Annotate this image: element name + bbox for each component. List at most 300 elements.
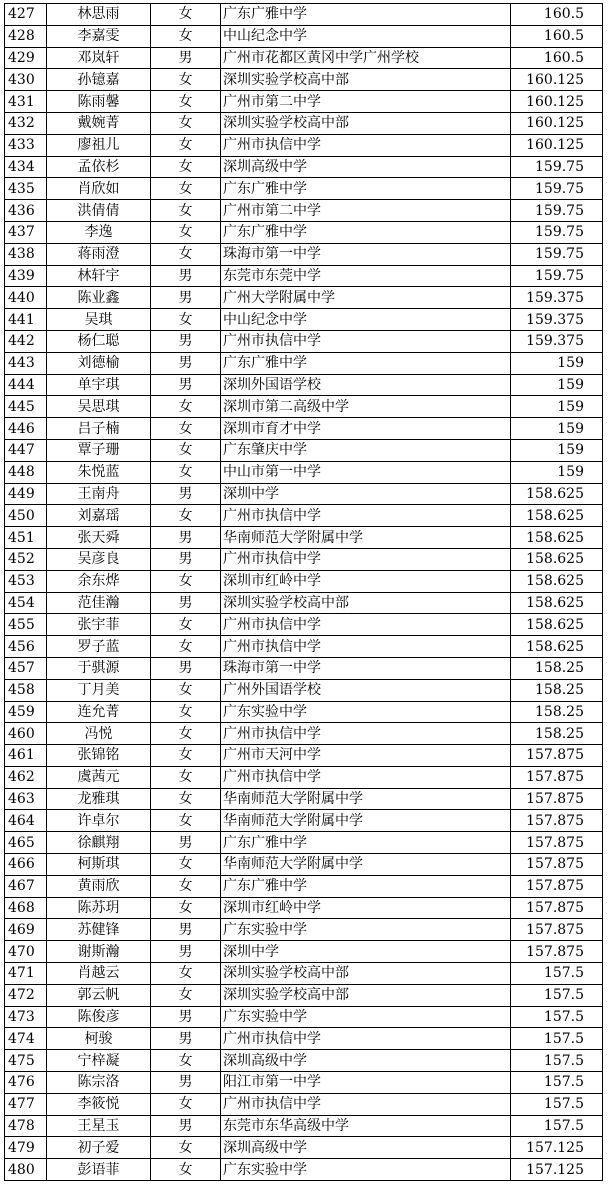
school-cell: 珠海市第一中学: [221, 243, 511, 265]
name-cell: 于骐源: [47, 657, 151, 679]
gender-cell: 女: [151, 134, 221, 156]
score-cell: 159: [511, 396, 603, 418]
gender-cell: 女: [151, 243, 221, 265]
school-cell: 深圳外国语学校: [221, 374, 511, 396]
score-cell: 159: [511, 461, 603, 483]
table-row: [5, 1028, 603, 1050]
school-cell: 广东实验中学: [221, 1006, 511, 1028]
school-cell: 广州外国语学校: [221, 679, 511, 701]
school-cell: 中山市第一中学: [221, 461, 511, 483]
table-row: [5, 91, 603, 113]
gender-cell: 女: [151, 897, 221, 919]
school-cell: 广州大学附属中学: [221, 287, 511, 309]
score-cell: 160.125: [511, 69, 603, 91]
school-cell: 深圳实验学校高中部: [221, 69, 511, 91]
name-cell: 王星玉: [47, 1115, 151, 1137]
score-cell: 158.625: [511, 592, 603, 614]
gender-cell: 男: [151, 832, 221, 854]
rank-cell: 455: [5, 614, 47, 636]
table-row: [5, 309, 603, 331]
score-cell: 157.875: [511, 875, 603, 897]
score-cell: 158.625: [511, 483, 603, 505]
rank-cell: 456: [5, 636, 47, 658]
school-cell: 华南师范大学附属中学: [221, 788, 511, 810]
gender-cell: 男: [151, 548, 221, 570]
school-cell: 阳江市第一中学: [221, 1072, 511, 1094]
name-cell: 黄雨欣: [47, 875, 151, 897]
table-row: [5, 679, 603, 701]
table-row: [5, 352, 603, 374]
school-cell: 深圳实验学校高中部: [221, 984, 511, 1006]
score-cell: 160.125: [511, 91, 603, 113]
rank-cell: 475: [5, 1050, 47, 1072]
school-cell: 深圳高级中学: [221, 1137, 511, 1159]
gender-cell: 女: [151, 439, 221, 461]
rank-cell: 457: [5, 657, 47, 679]
table-row: [5, 941, 603, 963]
rank-cell: 428: [5, 25, 47, 47]
gender-cell: 女: [151, 461, 221, 483]
table-row: [5, 592, 603, 614]
school-cell: 广东广雅中学: [221, 4, 511, 26]
gender-cell: 女: [151, 69, 221, 91]
school-cell: 广州市执信中学: [221, 1093, 511, 1115]
rank-cell: 438: [5, 243, 47, 265]
gender-cell: 女: [151, 112, 221, 134]
name-cell: 余东烨: [47, 570, 151, 592]
gender-cell: 女: [151, 178, 221, 200]
rank-cell: 460: [5, 723, 47, 745]
gender-cell: 女: [151, 221, 221, 243]
name-cell: 陈业鑫: [47, 287, 151, 309]
score-cell: 158.25: [511, 679, 603, 701]
name-cell: 刘德榆: [47, 352, 151, 374]
table-row: [5, 614, 603, 636]
school-cell: 广州市执信中学: [221, 614, 511, 636]
table-row: [5, 548, 603, 570]
school-cell: 广州市执信中学: [221, 636, 511, 658]
gender-cell: 女: [151, 679, 221, 701]
school-cell: 广东广雅中学: [221, 875, 511, 897]
score-cell: 157.5: [511, 1093, 603, 1115]
table-row: [5, 69, 603, 91]
gender-cell: 女: [151, 200, 221, 222]
score-cell: 158.625: [511, 614, 603, 636]
rank-cell: 470: [5, 941, 47, 963]
name-cell: 许卓尔: [47, 810, 151, 832]
school-cell: 广州市第二中学: [221, 91, 511, 113]
rank-cell: 439: [5, 265, 47, 287]
score-cell: 159.75: [511, 221, 603, 243]
name-cell: 吴琪: [47, 309, 151, 331]
gender-cell: 女: [151, 788, 221, 810]
rank-cell: 458: [5, 679, 47, 701]
name-cell: 廖祖儿: [47, 134, 151, 156]
school-cell: 广州市执信中学: [221, 330, 511, 352]
table-row: [5, 112, 603, 134]
name-cell: 吕子楠: [47, 418, 151, 440]
name-cell: 虞茜元: [47, 766, 151, 788]
table-row: [5, 221, 603, 243]
rank-cell: 467: [5, 875, 47, 897]
score-cell: 158.25: [511, 723, 603, 745]
table-row: [5, 701, 603, 723]
gender-cell: 男: [151, 47, 221, 69]
rank-cell: 480: [5, 1159, 47, 1181]
table-row: [5, 287, 603, 309]
name-cell: 李逸: [47, 221, 151, 243]
name-cell: 陈俊彦: [47, 1006, 151, 1028]
score-cell: 157.5: [511, 1072, 603, 1094]
gender-cell: 女: [151, 636, 221, 658]
name-cell: 刘嘉瑶: [47, 505, 151, 527]
rank-cell: 473: [5, 1006, 47, 1028]
table-row: [5, 570, 603, 592]
rank-cell: 469: [5, 919, 47, 941]
table-row: [5, 156, 603, 178]
table-row: [5, 418, 603, 440]
name-cell: 范佳瀚: [47, 592, 151, 614]
table-row: [5, 25, 603, 47]
rank-cell: 449: [5, 483, 47, 505]
score-cell: 157.875: [511, 854, 603, 876]
score-cell: 159.375: [511, 287, 603, 309]
school-cell: 深圳高级中学: [221, 1050, 511, 1072]
table-row: [5, 875, 603, 897]
school-cell: 深圳中学: [221, 941, 511, 963]
table-row: [5, 1006, 603, 1028]
table-row: [5, 243, 603, 265]
gender-cell: 男: [151, 352, 221, 374]
table-row: [5, 527, 603, 549]
school-cell: 珠海市第一中学: [221, 657, 511, 679]
score-cell: 157.875: [511, 919, 603, 941]
rank-cell: 454: [5, 592, 47, 614]
score-cell: 157.875: [511, 810, 603, 832]
school-cell: 华南师范大学附属中学: [221, 810, 511, 832]
table-row: [5, 897, 603, 919]
rank-cell: 462: [5, 766, 47, 788]
score-cell: 157.5: [511, 1028, 603, 1050]
table-row: [5, 178, 603, 200]
school-cell: 广东广雅中学: [221, 178, 511, 200]
name-cell: 张天舜: [47, 527, 151, 549]
table-row: [5, 461, 603, 483]
rank-cell: 444: [5, 374, 47, 396]
table-row: [5, 4, 603, 26]
rank-cell: 446: [5, 418, 47, 440]
school-cell: 深圳中学: [221, 483, 511, 505]
score-cell: 158.625: [511, 636, 603, 658]
gender-cell: 男: [151, 483, 221, 505]
name-cell: 罗子蓝: [47, 636, 151, 658]
school-cell: 广州市执信中学: [221, 766, 511, 788]
rank-cell: 459: [5, 701, 47, 723]
score-cell: 160.125: [511, 134, 603, 156]
table-row: [5, 984, 603, 1006]
score-cell: 160.5: [511, 47, 603, 69]
table-row: [5, 1050, 603, 1072]
score-cell: 160.125: [511, 112, 603, 134]
score-cell: 159: [511, 439, 603, 461]
rank-cell: 434: [5, 156, 47, 178]
name-cell: 林轩宇: [47, 265, 151, 287]
table-row: [5, 1072, 603, 1094]
table-row: [5, 200, 603, 222]
score-cell: 159.75: [511, 265, 603, 287]
school-cell: 深圳高级中学: [221, 156, 511, 178]
rank-cell: 461: [5, 745, 47, 767]
name-cell: 覃子珊: [47, 439, 151, 461]
school-cell: 广州市天河中学: [221, 745, 511, 767]
gender-cell: 女: [151, 701, 221, 723]
rank-cell: 447: [5, 439, 47, 461]
name-cell: 王南舟: [47, 483, 151, 505]
gender-cell: 女: [151, 745, 221, 767]
name-cell: 柯斯琪: [47, 854, 151, 876]
score-cell: 157.875: [511, 832, 603, 854]
gender-cell: 男: [151, 287, 221, 309]
table-row: [5, 723, 603, 745]
table-row: [5, 1159, 603, 1181]
gender-cell: 女: [151, 875, 221, 897]
gender-cell: 男: [151, 592, 221, 614]
name-cell: 洪倩倩: [47, 200, 151, 222]
school-cell: 东莞市东莞中学: [221, 265, 511, 287]
gender-cell: 女: [151, 810, 221, 832]
score-cell: 157.875: [511, 897, 603, 919]
school-cell: 广东实验中学: [221, 701, 511, 723]
rank-cell: 468: [5, 897, 47, 919]
table-row: [5, 1093, 603, 1115]
gender-cell: 男: [151, 330, 221, 352]
gender-cell: 女: [151, 396, 221, 418]
name-cell: 林思雨: [47, 4, 151, 26]
rank-cell: 451: [5, 527, 47, 549]
score-cell: 158.625: [511, 570, 603, 592]
rank-cell: 433: [5, 134, 47, 156]
name-cell: 冯悦: [47, 723, 151, 745]
name-cell: 单宇琪: [47, 374, 151, 396]
gender-cell: 女: [151, 91, 221, 113]
rank-cell: 478: [5, 1115, 47, 1137]
rank-cell: 430: [5, 69, 47, 91]
rank-cell: 450: [5, 505, 47, 527]
name-cell: 徐麒翔: [47, 832, 151, 854]
name-cell: 连允菁: [47, 701, 151, 723]
gender-cell: 女: [151, 505, 221, 527]
score-cell: 158.625: [511, 505, 603, 527]
gender-cell: 女: [151, 1050, 221, 1072]
score-cell: 159.375: [511, 309, 603, 331]
rank-cell: 442: [5, 330, 47, 352]
gender-cell: 女: [151, 984, 221, 1006]
table-row: [5, 483, 603, 505]
gender-cell: 男: [151, 941, 221, 963]
score-cell: 158.625: [511, 527, 603, 549]
rank-cell: 436: [5, 200, 47, 222]
name-cell: 丁月美: [47, 679, 151, 701]
score-cell: 157.5: [511, 1006, 603, 1028]
name-cell: 孟依杉: [47, 156, 151, 178]
table-row: [5, 134, 603, 156]
gender-cell: 女: [151, 614, 221, 636]
score-cell: 157.5: [511, 963, 603, 985]
name-cell: 陈苏玥: [47, 897, 151, 919]
school-cell: 中山纪念中学: [221, 309, 511, 331]
score-cell: 160.5: [511, 4, 603, 26]
school-cell: 广东广雅中学: [221, 221, 511, 243]
table-row: [5, 439, 603, 461]
school-cell: 深圳市育才中学: [221, 418, 511, 440]
rank-cell: 431: [5, 91, 47, 113]
gender-cell: 男: [151, 1115, 221, 1137]
score-cell: 159.75: [511, 156, 603, 178]
name-cell: 戴婉菁: [47, 112, 151, 134]
table-row: [5, 854, 603, 876]
name-cell: 吴思琪: [47, 396, 151, 418]
school-cell: 广东广雅中学: [221, 832, 511, 854]
name-cell: 杨仁聪: [47, 330, 151, 352]
ranking-table: [4, 3, 603, 1181]
school-cell: 广东肇庆中学: [221, 439, 511, 461]
table-row: [5, 963, 603, 985]
school-cell: 中山纪念中学: [221, 25, 511, 47]
gender-cell: 女: [151, 854, 221, 876]
rank-cell: 476: [5, 1072, 47, 1094]
score-cell: 159.75: [511, 200, 603, 222]
score-cell: 159: [511, 352, 603, 374]
name-cell: 孙镱嘉: [47, 69, 151, 91]
score-cell: 157.875: [511, 766, 603, 788]
name-cell: 陈宗洛: [47, 1072, 151, 1094]
score-cell: 159.75: [511, 243, 603, 265]
school-cell: 广州市花都区黄冈中学广州学校: [221, 47, 511, 69]
table-row: [5, 1115, 603, 1137]
rank-cell: 435: [5, 178, 47, 200]
rank-cell: 472: [5, 984, 47, 1006]
rank-cell: 432: [5, 112, 47, 134]
rank-cell: 427: [5, 4, 47, 26]
rank-cell: 479: [5, 1137, 47, 1159]
name-cell: 肖越云: [47, 963, 151, 985]
school-cell: 华南师范大学附属中学: [221, 527, 511, 549]
ranking-table-body: [5, 4, 603, 1181]
gender-cell: 女: [151, 723, 221, 745]
school-cell: 东莞市东华高级中学: [221, 1115, 511, 1137]
name-cell: 吴彦良: [47, 548, 151, 570]
rank-cell: 452: [5, 548, 47, 570]
rank-cell: 429: [5, 47, 47, 69]
score-cell: 159: [511, 418, 603, 440]
score-cell: 157.125: [511, 1159, 603, 1181]
rank-cell: 471: [5, 963, 47, 985]
name-cell: 蒋雨澄: [47, 243, 151, 265]
score-cell: 157.5: [511, 1115, 603, 1137]
rank-cell: 466: [5, 854, 47, 876]
rank-cell: 474: [5, 1028, 47, 1050]
score-cell: 158.25: [511, 657, 603, 679]
school-cell: 深圳市红岭中学: [221, 570, 511, 592]
table-row: [5, 766, 603, 788]
gender-cell: 男: [151, 657, 221, 679]
school-cell: 深圳实验学校高中部: [221, 592, 511, 614]
rank-cell: 441: [5, 309, 47, 331]
school-cell: 广州市执信中学: [221, 1028, 511, 1050]
score-cell: 159.375: [511, 330, 603, 352]
gender-cell: 女: [151, 4, 221, 26]
school-cell: 深圳实验学校高中部: [221, 112, 511, 134]
name-cell: 苏健锋: [47, 919, 151, 941]
name-cell: 宁梓凝: [47, 1050, 151, 1072]
rank-cell: 440: [5, 287, 47, 309]
table-row: [5, 330, 603, 352]
gender-cell: 女: [151, 766, 221, 788]
gender-cell: 女: [151, 1137, 221, 1159]
table-row: [5, 265, 603, 287]
name-cell: 初子爱: [47, 1137, 151, 1159]
rank-cell: 448: [5, 461, 47, 483]
gender-cell: 女: [151, 1159, 221, 1181]
score-cell: 157.125: [511, 1137, 603, 1159]
name-cell: 李嘉雯: [47, 25, 151, 47]
name-cell: 彭语菲: [47, 1159, 151, 1181]
table-row: [5, 396, 603, 418]
gender-cell: 女: [151, 570, 221, 592]
gender-cell: 男: [151, 1028, 221, 1050]
school-cell: 深圳实验学校高中部: [221, 963, 511, 985]
gender-cell: 男: [151, 527, 221, 549]
score-cell: 157.875: [511, 745, 603, 767]
rank-cell: 464: [5, 810, 47, 832]
school-cell: 广州市执信中学: [221, 723, 511, 745]
school-cell: 广州市执信中学: [221, 548, 511, 570]
gender-cell: 女: [151, 418, 221, 440]
gender-cell: 男: [151, 919, 221, 941]
table-row: [5, 47, 603, 69]
name-cell: 柯骏: [47, 1028, 151, 1050]
gender-cell: 男: [151, 374, 221, 396]
name-cell: 谢斯瀚: [47, 941, 151, 963]
gender-cell: 女: [151, 309, 221, 331]
name-cell: 朱悦蓝: [47, 461, 151, 483]
rank-cell: 445: [5, 396, 47, 418]
rank-cell: 465: [5, 832, 47, 854]
score-cell: 159.75: [511, 178, 603, 200]
school-cell: 广州市第二中学: [221, 200, 511, 222]
school-cell: 广州市执信中学: [221, 505, 511, 527]
name-cell: 张锦铭: [47, 745, 151, 767]
name-cell: 郭云帆: [47, 984, 151, 1006]
rank-cell: 437: [5, 221, 47, 243]
gender-cell: 男: [151, 1072, 221, 1094]
name-cell: 龙雅琪: [47, 788, 151, 810]
score-cell: 158.625: [511, 548, 603, 570]
school-cell: 华南师范大学附属中学: [221, 854, 511, 876]
table-row: [5, 745, 603, 767]
table-row: [5, 832, 603, 854]
name-cell: 李筱悦: [47, 1093, 151, 1115]
rank-cell: 443: [5, 352, 47, 374]
school-cell: 深圳市红岭中学: [221, 897, 511, 919]
table-row: [5, 636, 603, 658]
score-cell: 157.5: [511, 984, 603, 1006]
gender-cell: 女: [151, 25, 221, 47]
name-cell: 张宇菲: [47, 614, 151, 636]
rank-cell: 477: [5, 1093, 47, 1115]
school-cell: 广东广雅中学: [221, 352, 511, 374]
table-row: [5, 788, 603, 810]
